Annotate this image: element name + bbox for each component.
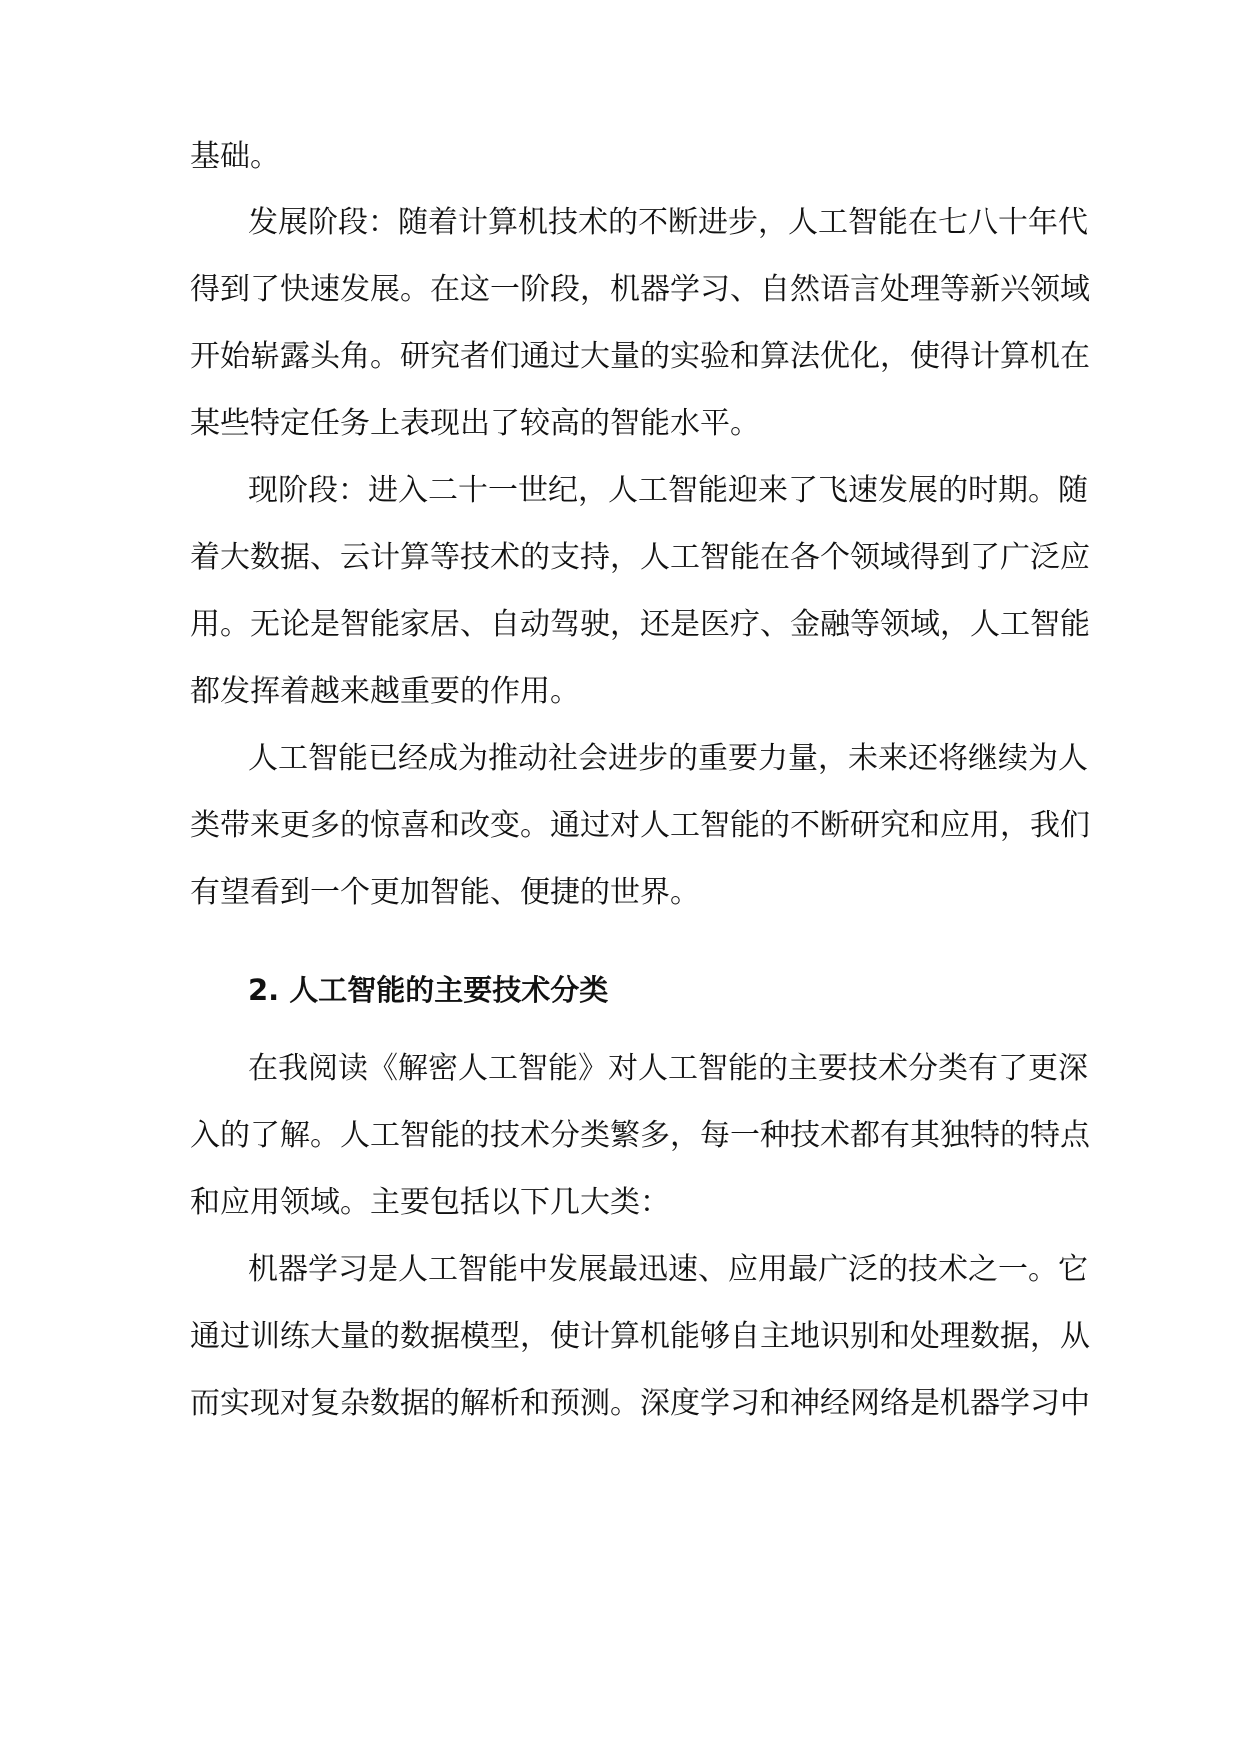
paragraph-3-line-4: 都发挥着越来越重要的作用。 bbox=[190, 674, 580, 709]
paragraph-5-line-1: 在我阅读《解密人工智能》对人工智能的主要技术分类有了更深 bbox=[248, 1051, 1088, 1086]
paragraph-3-line-2: 着大数据、云计算等技术的支持，人工智能在各个领域得到了广泛应 bbox=[190, 540, 1090, 575]
paragraph-3-line-3: 用。无论是智能家居、自动驾驶，还是医疗、金融等领域，人工智能 bbox=[190, 607, 1090, 642]
paragraph-2-line-4: 某些特定任务上表现出了较高的智能水平。 bbox=[190, 406, 760, 441]
paragraph-4-line-3: 有望看到一个更加智能、便捷的世界。 bbox=[190, 875, 700, 910]
paragraph-4-line-1: 人工智能已经成为推动社会进步的重要力量，未来还将继续为人 bbox=[248, 741, 1088, 776]
paragraph-4-line-2: 类带来更多的惊喜和改变。通过对人工智能的不断研究和应用，我们 bbox=[190, 808, 1090, 843]
paragraph-5-line-3: 和应用领域。主要包括以下几大类： bbox=[190, 1185, 670, 1220]
paragraph-2-line-3: 开始崭露头角。研究者们通过大量的实验和算法优化，使得计算机在 bbox=[190, 339, 1090, 374]
paragraph-2-line-2: 得到了快速发展。在这一阶段，机器学习、自然语言处理等新兴领域 bbox=[190, 272, 1090, 307]
paragraph-3-line-1: 现阶段：进入二十一世纪，人工智能迎来了飞速发展的时期。随 bbox=[248, 473, 1088, 508]
paragraph-6-line-2: 通过训练大量的数据模型，使计算机能够自主地识别和处理数据，从 bbox=[190, 1319, 1090, 1354]
paragraph-6-line-3: 而实现对复杂数据的解析和预测。深度学习和神经网络是机器学习中 bbox=[190, 1386, 1090, 1421]
section-heading: 2. 人工智能的主要技术分类 bbox=[248, 973, 609, 1007]
paragraph-5-line-2: 入的了解。人工智能的技术分类繁多，每一种技术都有其独特的特点 bbox=[190, 1118, 1090, 1153]
paragraph-6-line-1: 机器学习是人工智能中发展最迅速、应用最广泛的技术之一。它 bbox=[248, 1252, 1088, 1287]
paragraph-2-line-1: 发展阶段：随着计算机技术的不断进步，人工智能在七八十年代 bbox=[248, 205, 1088, 240]
paragraph-1-line-1: 基础。 bbox=[190, 139, 280, 174]
